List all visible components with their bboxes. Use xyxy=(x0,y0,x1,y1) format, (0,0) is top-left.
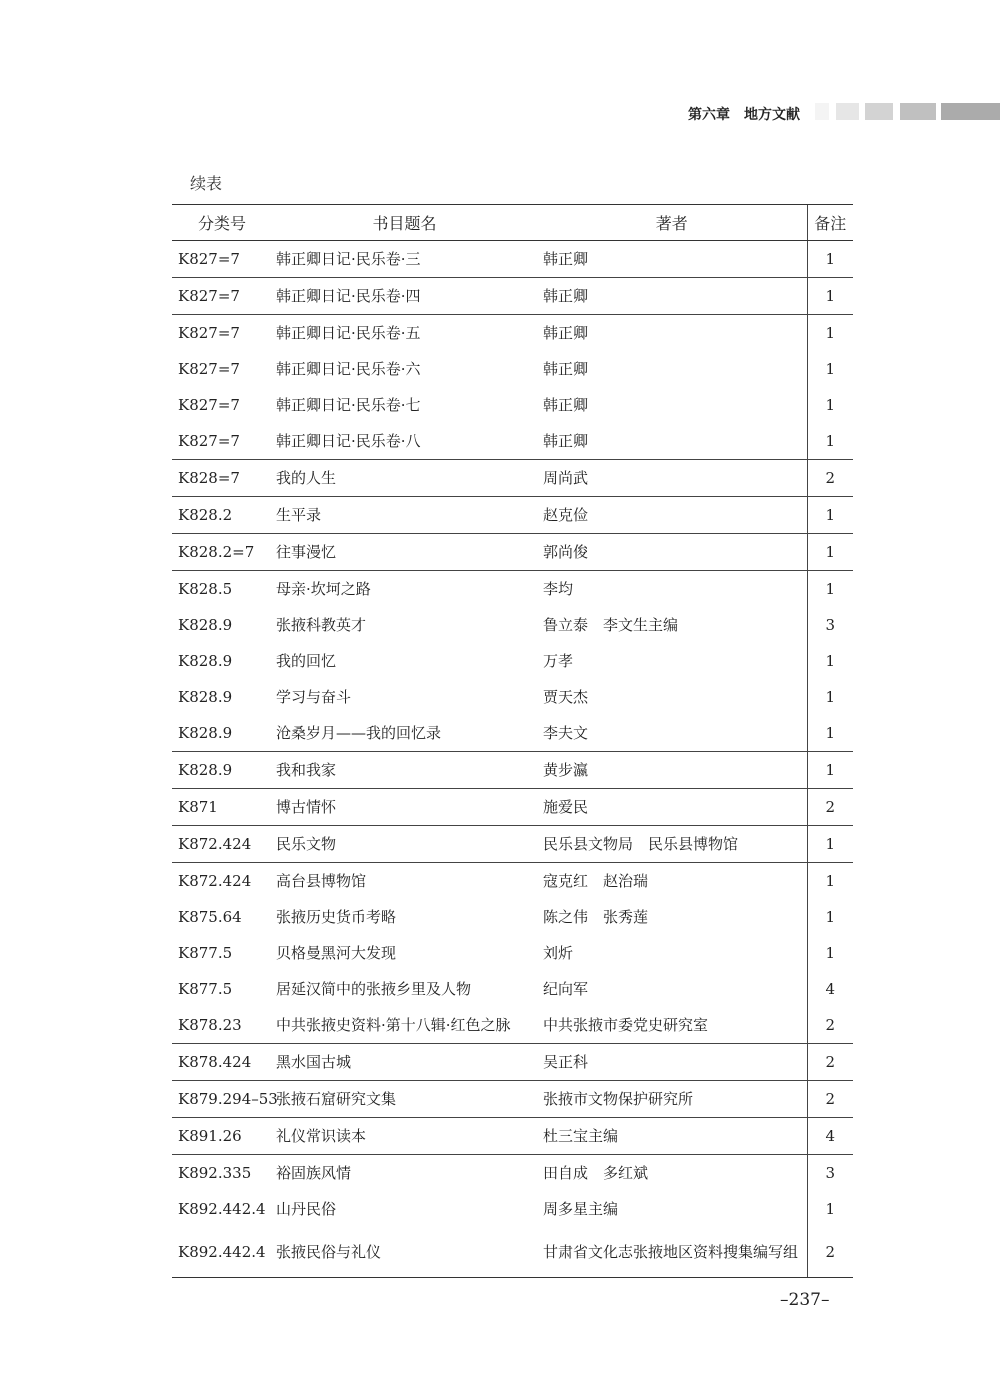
column-header-title: 书目题名 xyxy=(272,205,537,241)
cell-note: 1 xyxy=(807,571,853,608)
cell-title: 张掖科教英才 xyxy=(276,615,367,634)
cell-note: 4 xyxy=(807,971,853,1007)
cell-author: 鲁立泰 李文生主编 xyxy=(543,615,679,634)
table-row xyxy=(172,1118,853,1155)
cell-author: 施爱民 xyxy=(537,789,807,826)
cell-note: 1 xyxy=(807,534,853,571)
column-header-note: 备注 xyxy=(807,205,853,241)
table-row xyxy=(172,643,853,679)
cell-code: K827=7 xyxy=(178,359,240,378)
cell-title: 贝格曼黑河大发现 xyxy=(276,943,397,962)
column-header-code: 分类号 xyxy=(172,205,272,241)
cell-note: 1 xyxy=(807,826,853,863)
cell-author: 赵克俭 xyxy=(537,497,807,534)
catalog-table xyxy=(172,204,853,1278)
cell-title: 礼仪常识读本 xyxy=(272,1118,537,1155)
cell-note: 1 xyxy=(807,1191,853,1227)
cell-code: K892.335 xyxy=(178,1163,252,1182)
cell-author: 周多星主编 xyxy=(543,1199,619,1218)
cell-author: 周尚武 xyxy=(537,460,807,497)
header-bar xyxy=(865,103,893,120)
table-row xyxy=(172,315,853,352)
cell-code: K827=7 xyxy=(178,323,240,342)
cell-code: K828.2=7 xyxy=(172,534,272,571)
cell-title: 韩正卿日记·民乐卷·四 xyxy=(272,278,537,315)
cell-code: K877.5 xyxy=(178,979,233,998)
column-header-author: 著者 xyxy=(537,205,807,241)
cell-author: 陈之伟 张秀莲 xyxy=(543,907,649,926)
table-row xyxy=(172,351,853,387)
cell-note: 2 xyxy=(807,460,853,497)
cell-code: K828.9 xyxy=(178,615,233,634)
page-number: –237– xyxy=(780,1290,830,1310)
cell-code: K828.9 xyxy=(178,687,233,706)
cell-author: 寇克红 赵治瑞 xyxy=(543,871,649,890)
header-bar xyxy=(941,103,1000,120)
cell-code: K878.424 xyxy=(172,1044,272,1081)
cell-note: 1 xyxy=(807,497,853,534)
table-row xyxy=(172,278,853,315)
table-row xyxy=(172,715,853,752)
table-row xyxy=(172,534,853,571)
cell-title: 往事漫忆 xyxy=(272,534,537,571)
cell-author: 张掖市文物保护研究所 xyxy=(537,1081,807,1118)
cell-title: 我和我家 xyxy=(272,752,537,789)
cell-author: 万孝 xyxy=(543,651,574,670)
cell-note: 1 xyxy=(807,752,853,789)
table-row xyxy=(172,571,853,608)
table-row xyxy=(172,607,853,643)
cell-code: K827=7 xyxy=(172,241,272,278)
table-row xyxy=(172,1044,853,1081)
cell-note: 2 xyxy=(807,1227,853,1278)
cell-title: 博古情怀 xyxy=(272,789,537,826)
cell-note: 1 xyxy=(807,643,853,679)
cell-author: 韩正卿 xyxy=(537,423,807,460)
cell-note: 3 xyxy=(807,607,853,643)
cell-author: 贾天杰 xyxy=(543,687,589,706)
table-row xyxy=(172,826,853,863)
cell-note: 2 xyxy=(807,789,853,826)
header-bar xyxy=(815,103,829,120)
table-row xyxy=(172,1227,853,1278)
table-row xyxy=(172,863,853,900)
cell-note: 1 xyxy=(807,935,853,971)
table-row xyxy=(172,935,853,971)
cell-author: 田自成 多红斌 xyxy=(543,1163,649,1182)
cell-author: 纪向军 xyxy=(543,979,589,998)
table-row xyxy=(172,1191,853,1227)
table-header-row xyxy=(172,205,853,241)
cell-title: 张掖石窟研究文集 xyxy=(272,1081,537,1118)
running-header: 第六章 地方文献 xyxy=(688,107,800,123)
cell-author: 吴正科 xyxy=(537,1044,807,1081)
table-row xyxy=(172,1155,853,1192)
cell-code: K828.9 xyxy=(178,651,233,670)
cell-author: 韩正卿 xyxy=(543,323,589,342)
table-row xyxy=(172,752,853,789)
cell-note: 4 xyxy=(807,1118,853,1155)
table-row xyxy=(172,679,853,715)
cell-code: K878.23 xyxy=(172,1007,272,1044)
cell-note: 1 xyxy=(807,315,853,352)
cell-note: 1 xyxy=(807,351,853,387)
table-row xyxy=(172,387,853,423)
cell-title: 我的人生 xyxy=(272,460,537,497)
cell-title: 裕固族风情 xyxy=(276,1163,352,1182)
cell-author: 杜三宝主编 xyxy=(537,1118,807,1155)
cell-title: 母亲·坎坷之路 xyxy=(276,579,371,598)
cell-title: 学习与奋斗 xyxy=(276,687,352,706)
cell-code: K891.26 xyxy=(172,1118,272,1155)
cell-author: 甘肃省文化志张掖地区资料搜集编写组 xyxy=(537,1227,807,1278)
cell-title: 韩正卿日记·民乐卷·七 xyxy=(276,395,421,414)
table-row xyxy=(172,241,853,278)
cell-author: 郭尚俊 xyxy=(537,534,807,571)
cell-code: K892.442.4 xyxy=(178,1199,266,1218)
cell-code: K892.442.4 xyxy=(172,1227,272,1278)
cell-code: K872.424 xyxy=(172,826,272,863)
cell-note: 2 xyxy=(807,1007,853,1044)
cell-code: K827=7 xyxy=(178,395,240,414)
cell-code: K877.5 xyxy=(178,943,233,962)
header-bar xyxy=(900,103,936,120)
cell-note: 1 xyxy=(807,899,853,935)
cell-code: K827=7 xyxy=(172,278,272,315)
cell-note: 1 xyxy=(807,679,853,715)
cell-title: 高台县博物馆 xyxy=(276,871,367,890)
cell-author: 韩正卿 xyxy=(543,359,589,378)
cell-author: 李夫文 xyxy=(537,715,807,752)
cell-author: 韩正卿 xyxy=(537,278,807,315)
cell-code: K875.64 xyxy=(178,907,242,926)
cell-note: 1 xyxy=(807,241,853,278)
table-caption: 续表 xyxy=(190,174,223,193)
table-body xyxy=(172,241,853,1278)
table-row xyxy=(172,1081,853,1118)
cell-note: 1 xyxy=(807,423,853,460)
cell-code: K828.2 xyxy=(172,497,272,534)
cell-title: 民乐文物 xyxy=(272,826,537,863)
cell-note: 2 xyxy=(807,1081,853,1118)
cell-title: 韩正卿日记·民乐卷·三 xyxy=(272,241,537,278)
cell-code: K828.9 xyxy=(172,715,272,752)
cell-note: 1 xyxy=(807,715,853,752)
table-row xyxy=(172,899,853,935)
cell-title: 张掖民俗与礼仪 xyxy=(272,1227,537,1278)
cell-title: 生平录 xyxy=(272,497,537,534)
cell-title: 韩正卿日记·民乐卷·八 xyxy=(272,423,537,460)
cell-title: 张掖历史货币考略 xyxy=(276,907,397,926)
cell-note: 3 xyxy=(807,1155,853,1192)
cell-code: K871 xyxy=(172,789,272,826)
cell-code: K828=7 xyxy=(172,460,272,497)
cell-author: 民乐县文物局 民乐县博物馆 xyxy=(537,826,807,863)
table-row xyxy=(172,789,853,826)
cell-title: 居延汉简中的张掖乡里及人物 xyxy=(276,979,472,998)
cell-author: 黄步瀛 xyxy=(537,752,807,789)
table-row xyxy=(172,460,853,497)
cell-code: K828.9 xyxy=(172,752,272,789)
cell-author: 韩正卿 xyxy=(543,395,589,414)
cell-title: 韩正卿日记·民乐卷·五 xyxy=(276,323,421,342)
cell-title: 山丹民俗 xyxy=(276,1199,337,1218)
cell-code: K827=7 xyxy=(172,423,272,460)
cell-title: 我的回忆 xyxy=(276,651,337,670)
cell-note: 1 xyxy=(807,387,853,423)
cell-code: K828.5 xyxy=(178,579,233,598)
cell-title: 中共张掖史资料·第十八辑·红色之脉 xyxy=(272,1007,537,1044)
cell-author: 刘炘 xyxy=(543,943,574,962)
cell-title: 韩正卿日记·民乐卷·六 xyxy=(276,359,421,378)
cell-code: K872.424 xyxy=(178,871,252,890)
table-row xyxy=(172,497,853,534)
cell-author: 李均 xyxy=(543,579,574,598)
cell-note: 2 xyxy=(807,1044,853,1081)
cell-note: 1 xyxy=(807,863,853,900)
cell-title: 黑水国古城 xyxy=(272,1044,537,1081)
table-row xyxy=(172,423,853,460)
table-row xyxy=(172,1007,853,1044)
cell-author: 韩正卿 xyxy=(537,241,807,278)
header-bar xyxy=(836,103,859,120)
cell-title: 沧桑岁月——我的回忆录 xyxy=(272,715,537,752)
table-row xyxy=(172,971,853,1007)
cell-note: 1 xyxy=(807,278,853,315)
cell-author: 中共张掖市委党史研究室 xyxy=(537,1007,807,1044)
cell-code: K879.294–53 xyxy=(172,1081,272,1118)
